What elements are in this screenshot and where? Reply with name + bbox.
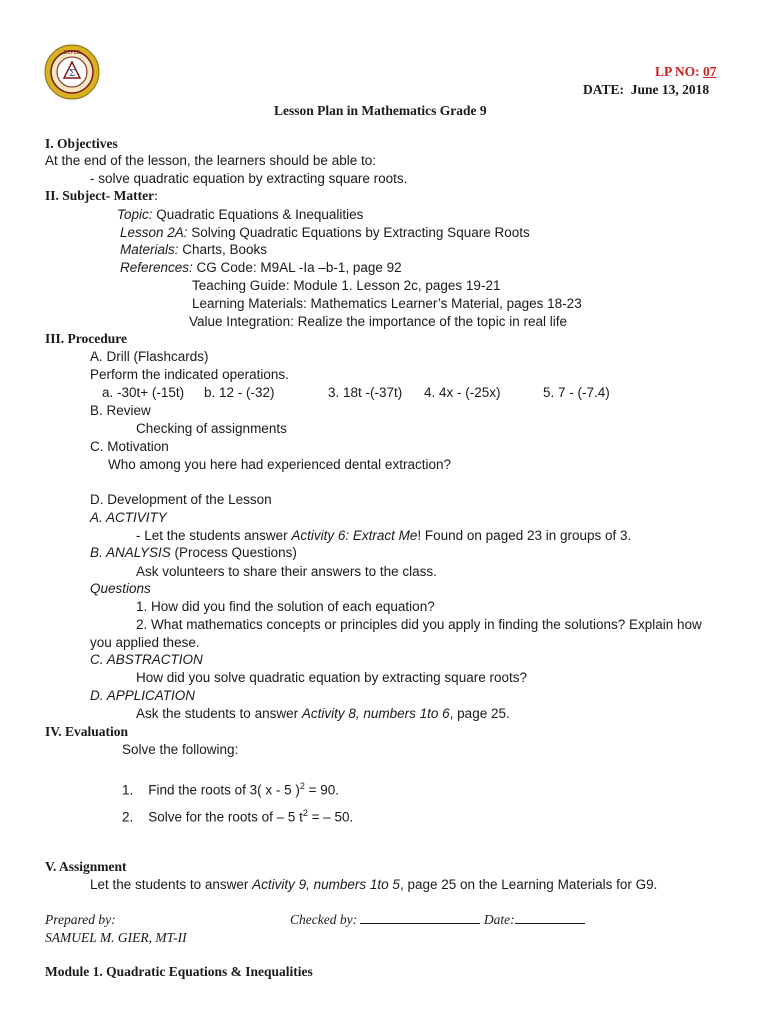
checked-by-label: Checked by: — [290, 912, 358, 927]
svg-text:Σ: Σ — [68, 69, 76, 79]
procedure-heading: III. Procedure — [45, 331, 127, 346]
school-seal-logo — [44, 44, 100, 100]
preparer-name: SAMUEL M. GIER, MT-II — [45, 930, 187, 945]
module-title: Module 1. Quadratic Equations & Inequalities — [45, 964, 313, 979]
lp-number-value: 07 — [703, 64, 717, 79]
drill-item-a: a. -30t+ (-15t) — [102, 385, 185, 400]
drill-heading: A. Drill (Flashcards) — [90, 349, 209, 364]
question-2a: 2. What mathematics concepts or principles did you apply in finding the solutions? Explain how — [136, 617, 702, 632]
prepared-by-label: Prepared by: — [45, 912, 116, 927]
development-heading: D. Development of the Lesson — [90, 492, 272, 507]
topic-value: Quadratic Equations & Inequalities — [152, 207, 364, 222]
checked-by-signature-line — [360, 911, 480, 924]
drill-item-3: 3. 18t -(-37t) — [328, 385, 403, 400]
checked-date-label: Date: — [483, 912, 515, 927]
references-value: CG Code: M9AL -Ia –b-1, page 92 — [192, 260, 402, 275]
review-text: Checking of assignments — [136, 421, 287, 436]
activity-label: A. ACTIVITY — [90, 510, 167, 525]
header-date — [583, 81, 709, 98]
questions-label: Questions — [90, 581, 151, 596]
materials-label: Materials: — [120, 242, 179, 257]
lesson-line — [120, 224, 530, 241]
header-date-label: DATE: — [583, 82, 625, 97]
checked-date-line — [515, 911, 585, 924]
activity-text: - Let the students answer Activity 6: Extract Me! Found on paged 23 in groups of 3. — [136, 528, 632, 543]
drill-item-4: 4. 4x - (-25x) — [424, 385, 501, 400]
objectives-item: - solve quadratic equation by extracting square roots. — [90, 171, 408, 186]
application-label: D. APPLICATION — [90, 688, 196, 703]
objectives-heading: I. Objectives — [45, 136, 118, 151]
page-title: Lesson Plan in Mathematics Grade 9 — [274, 103, 487, 118]
references-line — [120, 259, 402, 276]
lp-number — [655, 63, 717, 80]
references-label: References: — [120, 260, 193, 275]
abstraction-label: C. ABSTRACTION — [90, 652, 203, 667]
evaluation-item-1: 1. Find the roots of 3( x - 5 )$^2$ = 90. — [122, 781, 340, 798]
lesson-value: Solving Quadratic Equations by Extracting Square Roots — [187, 225, 530, 240]
objectives-intro: At the end of the lesson, the learners should be able to: — [45, 153, 376, 168]
learning-materials-line: Learning Materials: Mathematics Learner’s Material, pages 18-23 — [192, 296, 582, 311]
checked-by — [290, 911, 585, 928]
materials-value: Charts, Books — [178, 242, 268, 257]
svg-text:DEPED: DEPED — [63, 50, 81, 56]
drill-instruction: Perform the indicated operations. — [90, 367, 289, 382]
question-2b: you applied these. — [90, 635, 200, 650]
analysis-label: B. ANALYSIS — [90, 545, 171, 560]
analysis-line: B. ANALYSIS (Process Questions) — [90, 545, 297, 560]
header-date-value: June 13, 2018 — [630, 82, 710, 97]
analysis-text: Ask volunteers to share their answers to the class. — [136, 564, 437, 579]
question-1: 1. How did you find the solution of each equation? — [136, 599, 435, 614]
materials-line — [120, 241, 267, 258]
assignment-text: Let the students to answer Activity 9, numbers 1to 5, page 25 on the Learning Materials for G9. — [90, 877, 658, 892]
lesson-label: Lesson 2A: — [120, 225, 188, 240]
drill-item-b: b. 12 - (-32) — [204, 385, 275, 400]
value-integration-line: Value Integration: Realize the importance of the topic in real life — [189, 314, 567, 329]
motivation-heading: C. Motivation — [90, 439, 169, 454]
topic-label: Topic: — [117, 207, 153, 222]
evaluation-heading: IV. Evaluation — [45, 724, 129, 739]
topic-line — [117, 206, 363, 223]
drill-item-5: 5. 7 - (-7.4) — [543, 385, 610, 400]
evaluation-instruction: Solve the following: — [122, 742, 239, 757]
assignment-heading: V. Assignment — [45, 859, 127, 874]
application-text: Ask the students to answer Activity 8, numbers 1to 6, page 25. — [136, 706, 510, 721]
teaching-guide-line: Teaching Guide: Module 1. Lesson 2c, pages 19-21 — [192, 278, 501, 293]
lp-number-label: LP NO: — [655, 64, 700, 79]
motivation-text: Who among you here had experienced dental extraction? — [108, 457, 451, 472]
subject-matter-heading: II. Subject- Matter: — [45, 188, 158, 203]
review-heading: B. Review — [90, 403, 151, 418]
abstraction-text: How did you solve quadratic equation by extracting square roots? — [136, 670, 527, 685]
evaluation-item-2: 2. Solve for the roots of – 5 $t^2$ = – 50. — [122, 808, 354, 825]
